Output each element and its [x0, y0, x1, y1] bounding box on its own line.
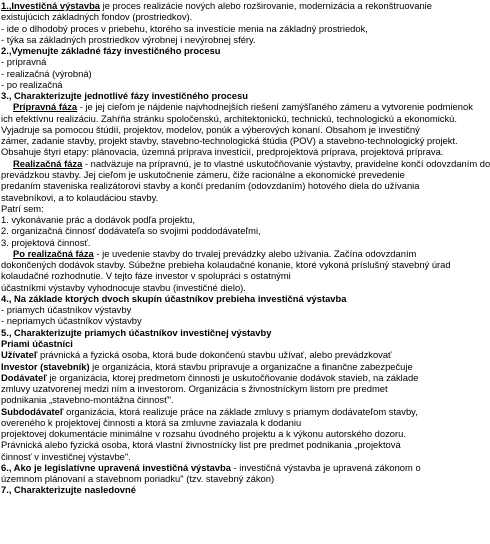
- body-text: - po realizačná: [1, 78, 63, 90]
- body-text: podnikania „stavebno-montážna činnosť".: [1, 394, 174, 406]
- text-line: [1, 282, 434, 293]
- body-text: je organizácia, ktorej predmetom činnosti je uskutočňovanie dodávok stavieb, na základe: [46, 371, 419, 383]
- body-text: - je jej cieľom je nájdenie najvhodnejších riešení zamýšľaného zámeru a vytvorenie podmienok: [77, 101, 473, 113]
- heading-text: 7., Charakterizujte nasledovné: [1, 484, 136, 496]
- text-line: [1, 428, 434, 439]
- text-line: [1, 56, 434, 67]
- heading-text: 5., Charakterizujte priamych účastníkov investičnej výstavby: [1, 326, 272, 338]
- body-text: 1. vykonávanie prác a dodávok podľa projektu,: [1, 214, 196, 226]
- body-text: Patrí sem:: [1, 202, 44, 214]
- body-text: ich efektívnu realizáciu. Zahŕňa stránku spoločenskú, architektonickú, technickú, technologickú a ekonomickú.: [1, 112, 457, 124]
- heading-text: 2.,Vymenujte základné fázy investičného procesu: [1, 45, 221, 57]
- text-line: [1, 259, 451, 271]
- text-line: [1, 338, 434, 349]
- body-text: - týka sa základných prostriedkov výrobnej i nevýrobnej sféry.: [1, 33, 256, 45]
- text-line: [1, 23, 434, 34]
- text-line: [1, 45, 434, 56]
- body-text: - nepriamych účastníkov výstavby: [1, 315, 142, 327]
- text-line: [1, 79, 434, 90]
- text-line: [1, 203, 434, 214]
- body-text: zámer, zadanie stavby, projekt stavby, stavebno-technologická štúdia (POV) a stavebno-technologický projekt.: [1, 135, 458, 147]
- text-line: [1, 383, 434, 394]
- body-text: kolaudačné rozhodnutie. V tejto fáze investor v spolupráci s ostatnými: [1, 270, 291, 282]
- heading-text: 6., Ako je legislatívne upravená investičná výstavba: [1, 461, 231, 473]
- body-text: projektovej dokumentácie minimálne v rozsahu úvodného projektu a k výkonu autorského dozoru.: [1, 428, 406, 440]
- text-line: [1, 11, 434, 22]
- heading-text: Subdodávateľ: [1, 405, 64, 417]
- text-line: [1, 90, 434, 101]
- heading-text: 4., Na základe ktorých dvoch skupín účastníkov prebieha investičná výstavba: [1, 292, 347, 304]
- text-line: [1, 293, 434, 304]
- body-text: - prípravná: [1, 56, 47, 68]
- body-text: - nadväzuje na prípravnú, je to vlastné uskutočňovanie výstavby, pravidelne končí odovzdaním do: [82, 157, 490, 169]
- text-line: [1, 473, 434, 484]
- body-text: právnická a fyzická osoba, ktorá bude dokončenú stavbu užívať, alebo prevádzkovať: [37, 349, 392, 361]
- text-line: [1, 157, 490, 169]
- heading-text: Priami účastníci: [1, 337, 73, 349]
- body-text: Právnická alebo fyzická osoba, ktorá vlastní živnostnícky list pre predmet podnikania „projektová: [1, 439, 401, 451]
- text-line: [1, 315, 434, 326]
- heading-text: Užívateľ: [1, 349, 38, 361]
- text-line: [1, 372, 434, 383]
- heading-text: 1.,Investičná výstavba: [1, 0, 101, 11]
- body-text: organizácia, ktorá realizuje práce na základe zmluvy s priamym dodávateľom stavby,: [63, 405, 418, 417]
- text-line: [1, 327, 434, 338]
- text-line: [1, 417, 434, 428]
- text-line: [1, 451, 434, 462]
- text-line: [1, 248, 434, 259]
- text-line: [1, 124, 434, 135]
- text-line: [1, 225, 434, 236]
- body-text: je organizácia, ktorá stavbu pripravuje a organizačne a finančne zabezpečuje: [89, 360, 413, 372]
- body-text: - ide o dlhodobý proces v priebehu, ktorého sa investície menia na základný prostriedok,: [1, 22, 368, 34]
- body-text: prevádzkou stavby. Jej cieľom je uskutočnenie zámeru, čiže racionálne a ekonomické prevedenie: [1, 168, 405, 180]
- body-text: - priamych účastníkov výstavby: [1, 304, 132, 316]
- text-line: [1, 0, 434, 11]
- heading-text: Po realizačná fáza: [13, 247, 94, 259]
- body-text: - investičná výstavba je upravená zákonom o: [230, 461, 421, 473]
- body-text: 3. projektová činnosť.: [1, 236, 91, 248]
- body-text: Vyjadruje sa pomocou štúdií, projektov, modelov, ponúk a výberových konaní. Obsahom je investičný: [1, 123, 420, 135]
- text-line: [1, 146, 444, 158]
- body-text: dokončených dodávok stavby. Súbežne prebieha kolaudačné konanie, ktoré vykoná príslušný stavebný úrad: [1, 259, 451, 271]
- body-text: - realizačná (výrobná): [1, 67, 92, 79]
- text-line: [1, 462, 434, 473]
- body-text: účastníkmi výstavby vyhodnocuje stavbu (investičné dielo).: [1, 281, 246, 293]
- body-text: predaním staveniska realizátorovi stavby a končí predaním (odovzdaním) hotového diela do užívania: [1, 180, 420, 192]
- text-line: [1, 270, 434, 281]
- text-line: [1, 101, 473, 113]
- body-text: existujúcich základných fondov (prostriedkov).: [1, 11, 193, 23]
- text-line: [1, 394, 434, 405]
- body-text: územnom plánovaní a stavebnom poriadku" (tzv. stavebný zákon): [1, 473, 275, 485]
- text-line: [1, 169, 434, 180]
- body-text: je proces realizácie nových alebo rozširovanie, modernizácia a rekonštruovanie: [100, 0, 432, 11]
- body-text: - je uvedenie stavby do trvalej prevádzky alebo užívania. Začína odovzdaním: [93, 247, 417, 259]
- body-text: stavebníkovi, a to kolaudáciou stavby.: [1, 191, 159, 203]
- text-line: [1, 214, 434, 225]
- heading-text: Dodávateľ: [1, 371, 47, 383]
- body-text: overeného k projektovej činnosti a ktorá sa zmluvne zaviazala k dodaniu: [1, 416, 302, 428]
- text-line: [1, 135, 458, 147]
- heading-text: Realizačná fáza: [13, 157, 83, 169]
- body-text: 2. organizačná činnosť dodávateľa so svojimi poddodávateľmi,: [1, 225, 261, 237]
- text-line: [1, 349, 434, 360]
- heading-text: Investor (stavebník): [1, 360, 90, 372]
- text-line: [1, 361, 434, 372]
- text-line: [1, 112, 457, 124]
- body-text: činnosť v investičnej výstavbe".: [1, 450, 131, 462]
- text-line: [1, 237, 434, 248]
- text-line: [1, 68, 434, 79]
- heading-text: 3., Charakterizujte jednotlivé fázy investičného procesu: [1, 90, 248, 102]
- text-line: [1, 192, 434, 203]
- text-line: [1, 180, 434, 191]
- text-line: [1, 439, 434, 450]
- text-line: [1, 406, 434, 417]
- body-text: zmluvy uzatvorenej medzi ním a investorom. Organizácia s živnostníckym listom pre predmet: [1, 383, 388, 395]
- text-line: [1, 304, 434, 315]
- body-text: Obsahuje štyri etapy: plánovacia, územná príprava investícií, predprojektová príprava, projektová príprava.: [1, 146, 444, 158]
- text-line: [1, 484, 434, 495]
- heading-text: Prípravná fáza: [13, 101, 78, 113]
- text-line: [1, 34, 434, 45]
